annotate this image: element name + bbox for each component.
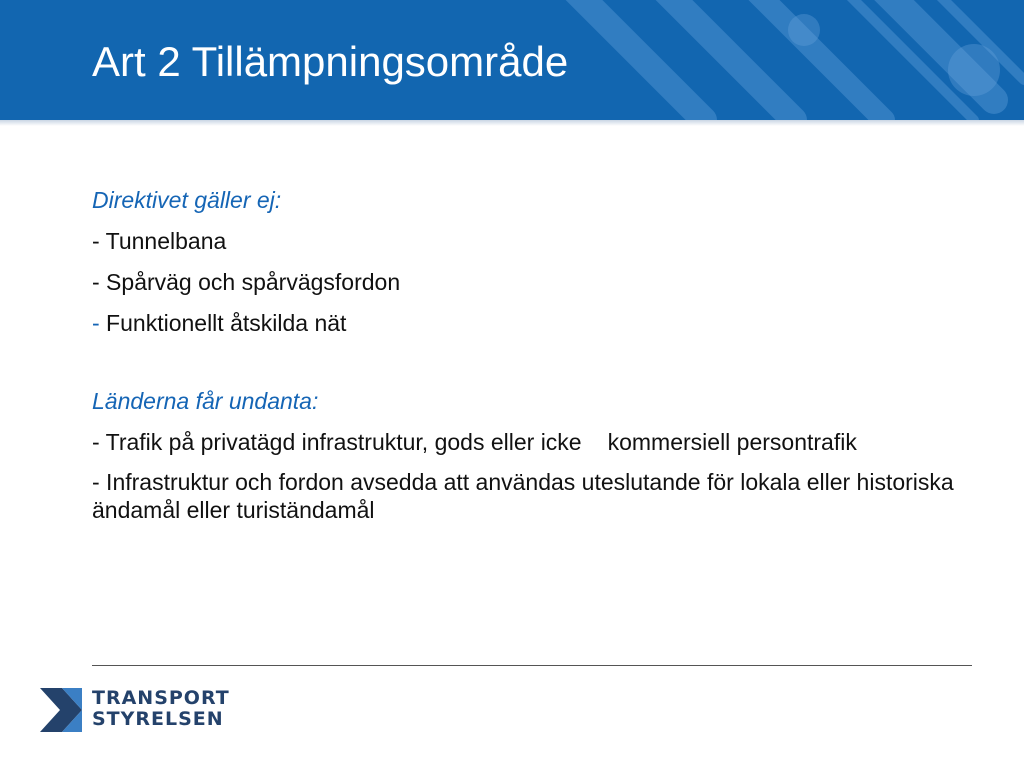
list-item: - Trafik på privatägd infrastruktur, gods eller icke kommersiell persontrafik [92,429,857,455]
logo-wordmark: TRANSPORT STYRELSEN [92,687,230,730]
rail-pattern-decoration [504,0,1024,120]
list-item: - Infrastruktur och fordon avsedda att användas uteslutande för lokala eller historiska ändamål eller turiständamål [92,469,954,523]
list-item: - Tunnelbana [92,228,227,254]
list-item: - Funktionellt åtskilda nät [92,310,347,336]
slide-body [92,186,972,524]
footer-divider [92,665,972,666]
header-bar [0,0,1024,120]
section-heading-exclusions: Direktivet gäller ej: [92,187,282,213]
header-shadow [0,120,1024,126]
list-item: - Spårväg och spårvägsfordon [92,269,401,295]
section-heading-exemptions: Länderna får undanta: [92,388,319,414]
transportstyrelsen-logo-icon [40,688,82,732]
slide-title: Art 2 Tillämpningsområde [92,38,569,85]
